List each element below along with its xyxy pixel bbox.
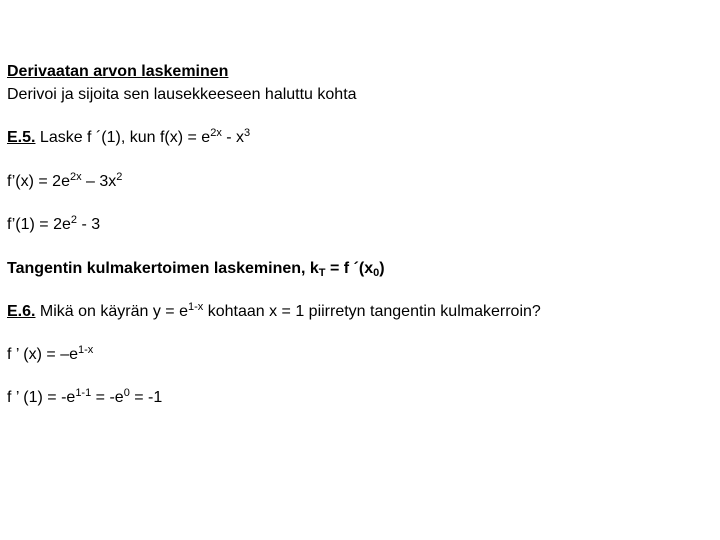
example-5-derivative-exponent-1: 2x	[69, 171, 82, 183]
example-6-derivative-prefix: f ’ (x) = –e	[7, 346, 78, 363]
example-5-prompt-text: Laske f ´(1), kun f(x) = e	[35, 129, 211, 146]
example-6-value-mid: = -e	[91, 389, 124, 406]
example-6-value	[7, 388, 162, 408]
example-5-label: E.5.	[7, 129, 36, 146]
example-5-value-exponent: 2	[70, 214, 77, 226]
example-5-prompt	[7, 128, 250, 148]
example-6-value-prefix: f ’ (1) = -e	[7, 389, 76, 406]
example-6-value-exponent-1: 1-1	[75, 387, 92, 399]
example-6-value-exponent-2: 0	[123, 387, 130, 399]
tangent-heading-subscript-0: 0	[373, 267, 380, 279]
tangent-heading-subscript-t: T	[318, 267, 326, 279]
example-6-prompt-text: Mikä on käyrän y = e	[35, 303, 188, 320]
example-5-derivative	[7, 172, 122, 192]
example-6-value-suffix: = -1	[129, 389, 163, 406]
example-5-derivative-exponent-2: 2	[116, 171, 123, 183]
example-5-derivative-mid: – 3x	[81, 173, 117, 190]
example-5-value	[7, 215, 100, 235]
example-6-prompt	[7, 302, 541, 322]
section-heading-tangent-slope	[7, 259, 385, 279]
section-subheading-instruction: Derivoi ja sijoita sen lausekkeeseen haluttu kohta	[7, 86, 357, 103]
example-5-prompt-mid: - x	[221, 129, 245, 146]
example-6-prompt-suffix: kohtaan x = 1 piirretyn tangentin kulmakerroin?	[203, 303, 541, 320]
tangent-heading-prefix: Tangentin kulmakertoimen laskeminen, k	[7, 260, 319, 277]
tangent-heading-suffix: )	[379, 260, 385, 277]
example-5-derivative-prefix: f’(x) = 2e	[7, 173, 70, 190]
example-5-exponent-1: 2x	[210, 127, 222, 139]
example-5-exponent-2: 3	[244, 127, 251, 139]
example-6-derivative-exponent: 1-x	[77, 344, 94, 356]
example-6-label: E.6.	[7, 303, 36, 320]
tangent-heading-mid: = f ´(x	[325, 260, 374, 277]
section-heading-derivative-value: Derivaatan arvon laskeminen	[7, 63, 229, 80]
example-6-derivative	[7, 345, 93, 365]
example-5-value-prefix: f’(1) = 2e	[7, 216, 71, 233]
example-5-value-suffix: - 3	[77, 216, 101, 233]
example-6-exponent: 1-x	[187, 301, 204, 313]
